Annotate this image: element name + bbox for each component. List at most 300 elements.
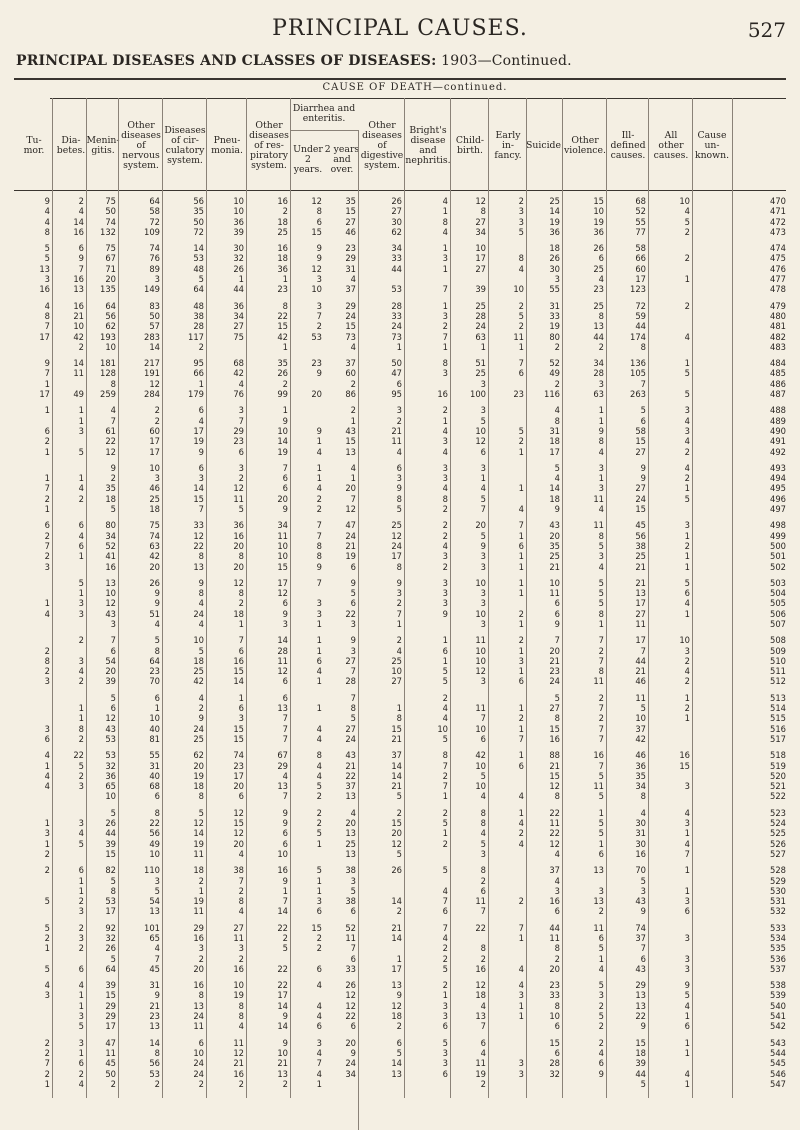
cell-illdefined: 13	[635, 1000, 646, 1011]
cell-circulatory: 8	[198, 791, 204, 802]
cell-tumor: 2	[44, 551, 50, 562]
group-gap	[0, 1089, 800, 1095]
cell-brights: 1	[442, 300, 448, 311]
cell-respiratory: 10	[277, 848, 288, 859]
table-row	[0, 284, 800, 294]
cell-circulatory: 3	[198, 473, 204, 484]
cell-allother: 15	[679, 760, 690, 771]
cell-infancy: 7	[518, 922, 524, 933]
cell-digestive: 47	[391, 368, 402, 379]
line-number: 475	[770, 253, 786, 264]
cell-meningitis: 13	[105, 577, 116, 588]
cell-infancy: 4	[518, 263, 524, 274]
cell-meningitis: 193	[100, 331, 116, 342]
column-divider	[488, 98, 489, 1098]
cell-diarrhea_over2: 24	[345, 530, 356, 541]
table-row	[0, 436, 800, 446]
cell-violence: 2	[598, 645, 604, 656]
cell-nervous: 23	[149, 666, 160, 677]
cell-digestive: 14	[391, 770, 402, 781]
cell-diarrhea_over2: 20	[345, 1037, 356, 1048]
table-row	[0, 876, 800, 886]
table-row	[0, 332, 800, 342]
table-row	[0, 734, 800, 744]
cell-pneumonia: 74	[233, 750, 244, 761]
cell-meningitis: 53	[105, 750, 116, 761]
cell-respiratory: 34	[277, 520, 288, 531]
table-row	[0, 520, 800, 530]
cell-violence: 4	[598, 446, 604, 457]
cell-brights: 1	[442, 243, 448, 254]
cell-digestive: 21	[391, 922, 402, 933]
cell-infancy: 23	[513, 389, 524, 400]
cell-infancy: 1	[518, 645, 524, 656]
table-row	[0, 713, 800, 723]
table-row	[0, 358, 800, 368]
cell-violence: 6	[598, 1058, 604, 1069]
cell-respiratory: 8	[282, 300, 288, 311]
cell-pneumonia: 2	[238, 953, 244, 964]
cell-diarrhea_over2: 13	[345, 446, 356, 457]
cell-respiratory: 7	[282, 791, 288, 802]
table-row	[0, 954, 800, 964]
cell-pneumonia: 3	[238, 405, 244, 416]
cell-violence: 5	[598, 588, 604, 599]
cell-infancy: 1	[518, 933, 524, 943]
cell-diarrhea_over2: 6	[350, 953, 356, 964]
cell-suicide: 4	[554, 848, 560, 859]
cell-digestive: 21	[391, 781, 402, 792]
cell-pneumonia: 6	[238, 703, 244, 714]
cell-violence: 4	[598, 963, 604, 974]
cell-brights: 2	[442, 504, 448, 515]
cell-nervous: 14	[149, 1037, 160, 1048]
cell-brights: 4	[442, 226, 448, 237]
cell-childbirth: 13	[475, 1011, 486, 1022]
cell-brights: 3	[442, 1011, 448, 1022]
cell-tumor: 5	[44, 922, 50, 933]
cell-diabetes: 2	[78, 770, 84, 781]
cell-brights: 6	[442, 1068, 448, 1079]
cell-pneumonia: 4	[238, 906, 244, 917]
cell-circulatory: 20	[193, 963, 204, 974]
cell-respiratory: 67	[277, 750, 288, 761]
cell-diarrhea_under2: 7	[316, 577, 322, 588]
cell-digestive: 3	[396, 473, 402, 484]
cell-illdefined: 136	[630, 358, 646, 369]
cell-respiratory: 9	[282, 415, 288, 426]
cell-tumor: 5	[44, 896, 50, 907]
cell-brights: 8	[442, 216, 448, 227]
cell-brights: 7	[442, 781, 448, 792]
cell-infancy: 1	[518, 703, 524, 714]
cell-childbirth: 8	[480, 865, 486, 876]
cell-circulatory: 4	[198, 415, 204, 426]
cell-childbirth: 3	[480, 588, 486, 599]
cell-digestive: 20	[391, 828, 402, 839]
cell-nervous: 72	[149, 216, 160, 227]
cell-pneumonia: 12	[233, 1047, 244, 1058]
table-row	[0, 494, 800, 504]
cell-digestive: 53	[391, 284, 402, 295]
header-respiratory: Other diseases of res- piratory system.	[249, 120, 289, 171]
cell-brights: 6	[442, 1021, 448, 1032]
cell-diarrhea_under2: 6	[316, 1021, 322, 1032]
cell-nervous: 31	[149, 760, 160, 771]
cell-circulatory: 9	[198, 577, 204, 588]
data-table	[0, 196, 800, 1095]
cell-illdefined: 72	[635, 300, 646, 311]
cell-respiratory: 14	[277, 635, 288, 646]
cell-nervous: 8	[154, 645, 160, 656]
cell-pneumonia: 7	[238, 635, 244, 646]
cell-allother: 4	[684, 436, 690, 447]
cell-diarrhea_over2: 7	[350, 692, 356, 703]
cell-childbirth: 39	[475, 284, 486, 295]
cell-childbirth: 10	[475, 425, 486, 436]
cell-pneumonia: 15	[233, 723, 244, 734]
cell-childbirth: 3	[480, 561, 486, 572]
cell-brights: 2	[442, 520, 448, 531]
line-number: 525	[770, 828, 786, 839]
cell-diarrhea_over2: 20	[345, 483, 356, 494]
cell-illdefined: 105	[630, 368, 646, 379]
cell-violence: 1	[598, 405, 604, 416]
cell-digestive: 18	[391, 1011, 402, 1022]
cell-circulatory: 9	[198, 446, 204, 457]
cell-nervous: 2	[154, 415, 160, 426]
table-row	[0, 463, 800, 473]
cell-suicide: 2	[554, 378, 560, 389]
cell-tumor: 3	[44, 561, 50, 572]
cell-respiratory: 35	[277, 358, 288, 369]
cell-allother: 4	[684, 598, 690, 609]
cell-circulatory: 8	[198, 990, 204, 1001]
cell-circulatory: 64	[193, 284, 204, 295]
cell-tumor: 3	[44, 676, 50, 687]
cell-nervous: 17	[149, 446, 160, 457]
table-row	[0, 447, 800, 457]
cell-diarrhea_under2: 1	[316, 462, 322, 473]
cell-suicide: 32	[549, 1068, 560, 1079]
cell-pneumonia: 2	[238, 885, 244, 896]
cell-digestive: 2	[396, 807, 402, 818]
cell-tumor: 2	[44, 493, 50, 504]
cell-violence: 2	[598, 341, 604, 352]
cell-meningitis: 39	[105, 676, 116, 687]
cell-infancy: 7	[518, 733, 524, 744]
cell-brights: 7	[442, 922, 448, 933]
cell-meningitis: 39	[105, 980, 116, 991]
cell-diarrhea_under2: 15	[311, 922, 322, 933]
line-number: 521	[770, 781, 786, 792]
cell-violence: 7	[598, 733, 604, 744]
cell-circulatory: 18	[193, 865, 204, 876]
cell-circulatory: 6	[198, 405, 204, 416]
line-number: 489	[770, 415, 786, 426]
cell-infancy: 4	[518, 838, 524, 849]
cell-allother: 3	[684, 781, 690, 792]
line-number: 492	[770, 446, 786, 457]
cell-digestive: 4	[396, 645, 402, 656]
cell-nervous: 58	[149, 206, 160, 217]
cell-illdefined: 27	[635, 446, 646, 457]
cell-brights: 3	[442, 551, 448, 562]
table-row	[0, 980, 800, 990]
cell-infancy: 4	[518, 791, 524, 802]
cell-meningitis: 80	[105, 520, 116, 531]
cell-allother: 1	[684, 561, 690, 572]
cell-meningitis: 5	[110, 807, 116, 818]
cell-diarrhea_under2: 7	[316, 520, 322, 531]
cell-digestive: 21	[391, 733, 402, 744]
cell-digestive: 50	[391, 358, 402, 369]
cell-illdefined: 37	[635, 933, 646, 943]
header-infancy: Early in- fancy.	[494, 130, 522, 161]
cell-childbirth: 7	[480, 713, 486, 724]
cell-suicide: 116	[544, 389, 560, 400]
cell-suicide: 18	[549, 493, 560, 504]
cell-illdefined: 34	[635, 781, 646, 792]
cell-respiratory: 13	[277, 781, 288, 792]
cell-violence: 3	[598, 551, 604, 562]
cell-respiratory: 9	[282, 875, 288, 886]
cell-infancy: 1	[518, 666, 524, 677]
table-row	[0, 274, 800, 284]
cell-diabetes: 5	[78, 760, 84, 771]
cell-diarrhea_over2: 9	[350, 1047, 356, 1058]
cell-diarrhea_over2: 5	[350, 885, 356, 896]
cell-diarrhea_under2: 20	[311, 389, 322, 400]
cell-respiratory: 29	[277, 760, 288, 771]
cell-tumor: 6	[44, 520, 50, 531]
cell-diabetes: 1	[78, 713, 84, 724]
cell-brights: 5	[442, 818, 448, 829]
cell-nervous: 20	[149, 561, 160, 572]
cell-respiratory: 14	[277, 436, 288, 447]
cell-pneumonia: 42	[233, 368, 244, 379]
cell-digestive: 3	[396, 405, 402, 416]
subtitle-caps: PRINCIPAL DISEASES AND CLASSES OF DISEASES:	[16, 53, 437, 69]
cell-diarrhea_over2: 20	[345, 818, 356, 829]
table-row	[0, 635, 800, 645]
cell-respiratory: 9	[282, 1011, 288, 1022]
cell-infancy: 5	[518, 226, 524, 237]
line-number: 483	[770, 341, 786, 352]
cell-respiratory: 17	[277, 577, 288, 588]
table-row	[0, 473, 800, 483]
cell-respiratory: 1	[282, 341, 288, 352]
header-pneumonia: Pneu- monia.	[211, 135, 243, 156]
cell-digestive: 27	[391, 676, 402, 687]
cell-suicide: 8	[554, 943, 560, 954]
cell-diabetes: 11	[73, 368, 84, 379]
cell-diarrhea_under2: 23	[311, 358, 322, 369]
cell-brights: 3	[442, 253, 448, 264]
cell-brights: 1	[442, 206, 448, 217]
cell-respiratory: 6	[282, 473, 288, 484]
cell-diabetes: 2	[78, 341, 84, 352]
cell-diabetes: 3	[78, 933, 84, 943]
cell-violence: 6	[598, 933, 604, 943]
table-row	[0, 311, 800, 321]
cell-suicide: 15	[549, 1037, 560, 1048]
cell-brights: 4	[442, 713, 448, 724]
cell-suicide: 16	[549, 896, 560, 907]
cell-tumor: 4	[44, 750, 50, 761]
cell-meningitis: 50	[105, 206, 116, 217]
cell-pneumonia: 44	[233, 284, 244, 295]
cell-brights: 4	[442, 540, 448, 551]
cell-allother: 1	[684, 608, 690, 619]
cell-allother: 2	[684, 226, 690, 237]
cell-illdefined: 21	[635, 577, 646, 588]
cell-respiratory: 16	[277, 865, 288, 876]
cell-digestive: 1	[396, 618, 402, 629]
table-row	[0, 368, 800, 378]
cell-meningitis: 10	[105, 791, 116, 802]
cell-violence: 8	[598, 310, 604, 321]
cell-childbirth: 4	[480, 483, 486, 494]
cell-illdefined: 70	[635, 865, 646, 876]
cell-circulatory: 18	[193, 781, 204, 792]
cell-diabetes: 1	[78, 551, 84, 562]
cell-tumor: 1	[44, 943, 50, 954]
cell-childbirth: 5	[480, 770, 486, 781]
column-divider	[246, 98, 247, 1098]
cell-meningitis: 65	[105, 781, 116, 792]
cell-meningitis: 7	[110, 415, 116, 426]
cell-illdefined: 15	[635, 436, 646, 447]
cell-diarrhea_under2: 9	[316, 368, 322, 379]
cell-childbirth: 34	[475, 226, 486, 237]
cell-suicide: 2	[554, 341, 560, 352]
cell-meningitis: 52	[105, 540, 116, 551]
cell-pneumonia: 27	[233, 321, 244, 332]
cell-suicide: 30	[549, 263, 560, 274]
cell-digestive: 5	[396, 1047, 402, 1058]
cell-pneumonia: 4	[238, 378, 244, 389]
cell-diarrhea_under2: 15	[311, 226, 322, 237]
cell-allother: 2	[684, 540, 690, 551]
cell-digestive: 14	[391, 1058, 402, 1069]
cell-circulatory: 28	[193, 321, 204, 332]
cell-diarrhea_over2: 15	[345, 206, 356, 217]
cell-infancy: 2	[518, 608, 524, 619]
cell-diarrhea_under2: 2	[316, 321, 322, 332]
cell-respiratory: 7	[282, 713, 288, 724]
line-number: 487	[770, 389, 786, 400]
line-number: 523	[770, 807, 786, 818]
cell-circulatory: 5	[198, 645, 204, 656]
cell-nervous: 56	[149, 828, 160, 839]
cell-childbirth: 4	[480, 1047, 486, 1058]
cell-childbirth: 8	[480, 943, 486, 954]
cell-illdefined: 21	[635, 666, 646, 677]
cell-tumor: 4	[44, 300, 50, 311]
cell-illdefined: 58	[635, 425, 646, 436]
line-number: 500	[770, 540, 786, 551]
cell-digestive: 1	[396, 341, 402, 352]
cell-circulatory: 11	[193, 848, 204, 859]
cell-diarrhea_under2: 4	[316, 760, 322, 771]
cell-respiratory: 36	[277, 263, 288, 274]
column-divider	[162, 98, 163, 1098]
cell-diarrhea_under2: 7	[316, 530, 322, 541]
cell-violence: 2	[598, 1021, 604, 1032]
cell-circulatory: 15	[193, 493, 204, 504]
cell-violence: 1	[598, 807, 604, 818]
line-number: 520	[770, 770, 786, 781]
cell-infancy: 3	[518, 216, 524, 227]
cell-violence: 5	[598, 828, 604, 839]
column-divider	[52, 98, 53, 1098]
cell-allother: 6	[684, 906, 690, 917]
cell-violence: 6	[598, 253, 604, 264]
cell-suicide: 21	[549, 655, 560, 666]
cell-infancy: 2	[518, 196, 524, 206]
cell-tumor: 4	[44, 980, 50, 991]
line-number: 477	[770, 274, 786, 285]
cell-illdefined: 45	[635, 520, 646, 531]
cell-suicide: 12	[549, 781, 560, 792]
cell-suicide: 8	[554, 1000, 560, 1011]
cell-childbirth: 11	[475, 896, 486, 907]
cell-circulatory: 19	[193, 436, 204, 447]
cell-brights: 4	[442, 703, 448, 714]
cell-allother: 5	[684, 368, 690, 379]
cell-diarrhea_under2: 4	[316, 666, 322, 677]
cell-diabetes: 6	[78, 1058, 84, 1069]
cell-violence: 4	[598, 504, 604, 515]
cell-circulatory: 19	[193, 896, 204, 907]
cell-suicide: 8	[554, 415, 560, 426]
cell-circulatory: 53	[193, 253, 204, 264]
cell-meningitis: 74	[105, 216, 116, 227]
cell-diarrhea_under2: 4	[316, 980, 322, 991]
cell-pneumonia: 10	[233, 206, 244, 217]
cell-allother: 1	[684, 713, 690, 724]
cell-pneumonia: 2	[238, 598, 244, 609]
table-row	[0, 791, 800, 801]
cell-childbirth: 5	[480, 838, 486, 849]
cell-illdefined: 6	[640, 953, 646, 964]
table-row	[0, 321, 800, 331]
cell-circulatory: 22	[193, 540, 204, 551]
cell-diarrhea_under2: 1	[316, 436, 322, 447]
cell-digestive: 8	[396, 561, 402, 572]
cell-violence: 7	[598, 760, 604, 771]
cell-diarrhea_under2: 12	[311, 263, 322, 274]
cell-nervous: 76	[149, 253, 160, 264]
cell-pneumonia: 29	[233, 425, 244, 436]
cell-nervous: 109	[144, 226, 160, 237]
cell-allother: 4	[684, 666, 690, 677]
cell-violence: 13	[593, 896, 604, 907]
cell-meningitis: 8	[110, 378, 116, 389]
cell-meningitis: 18	[105, 493, 116, 504]
cell-digestive: 6	[396, 462, 402, 473]
cell-diabetes: 6	[78, 865, 84, 876]
cell-violence: 13	[593, 865, 604, 876]
cell-childbirth: 8	[480, 807, 486, 818]
cell-pneumonia: 1	[238, 618, 244, 629]
cell-nervous: 191	[144, 368, 160, 379]
cell-pneumonia: 20	[233, 540, 244, 551]
cell-pneumonia: 8	[238, 551, 244, 562]
cell-infancy: 7	[518, 520, 524, 531]
cell-tumor: 6	[44, 425, 50, 436]
